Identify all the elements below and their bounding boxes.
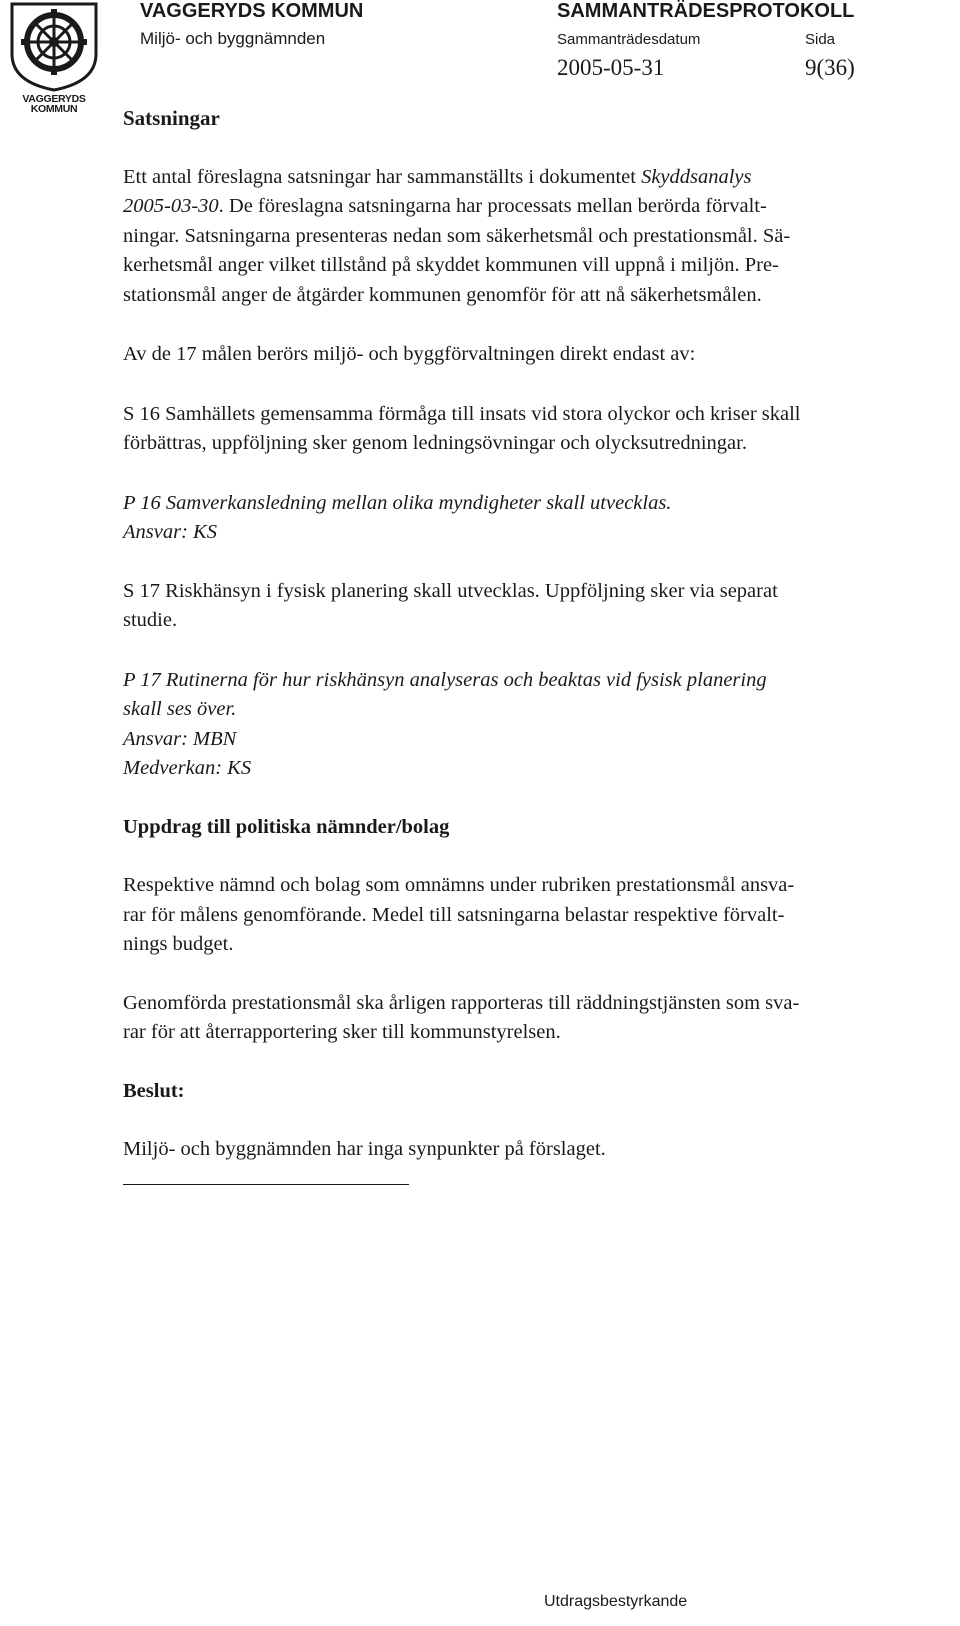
goal-p16 [123, 489, 960, 548]
scope-statement: Av de 17 målen berörs miljö- och byggförvaltningen direkt endast av: [123, 343, 696, 365]
goal-p17 [123, 666, 960, 784]
section-heading: Satsningar [123, 106, 220, 130]
document-body [123, 104, 960, 1165]
intro-line: stationsmål anger de åtgärder kommunen genomför för att nå säkerhetsmålen. [123, 283, 762, 306]
goal-s16 [123, 400, 960, 459]
goal-s16-line: S 16 Samhällets gemensamma förmåga till insats vid stora olyckor och kriser skall [123, 402, 801, 425]
goal-s16-line: förbättras, uppföljning sker genom ledningsövningar och olycksutredningar. [123, 432, 747, 454]
intro-line: kerhetsmål anger vilket tillstånd på skyddet kommunen vill uppnå i miljön. Pre- [123, 254, 779, 276]
intro-text-start: Ett antal föreslagna satsningar har sammanställts i dokumentet [123, 165, 642, 188]
goal-p16-text: P 16 Samverkansledning mellan olika myndigheter skall utvecklas. [123, 491, 672, 514]
goal-p17-responsible: Ansvar: MBN [123, 727, 237, 750]
logo-text-line-2: KOMMUN [30, 103, 78, 115]
page-number: 9(36) [805, 55, 855, 80]
intro-line: ningar. Satsningarna presenteras nedan som säkerhetsmål och prestationsmål. Sä- [123, 224, 791, 247]
assignment-line: nings budget. [123, 933, 234, 955]
intro-text-continued: . De föreslagna satsningarna har processats mellan berörda förvalt- [218, 195, 767, 217]
assignment-heading: Uppdrag till politiska nämnder/bolag [123, 815, 450, 838]
goal-p17-line: skall ses över. [123, 698, 237, 720]
assignment-line: rar för att återrapportering sker till kommunstyrelsen. [123, 1021, 561, 1043]
page-label: Sida [805, 31, 836, 48]
end-rule [123, 1184, 409, 1185]
goal-p16-responsible: Ansvar: KS [123, 521, 217, 543]
municipality-logo [6, 2, 102, 114]
goal-s17-line: S 17 Riskhänsyn i fysisk planering skall utvecklas. Uppföljning sker via separat [123, 579, 778, 602]
department-name: Miljö- och byggnämnden [140, 29, 326, 48]
logo-text-line-1: VAGGERYDS [22, 93, 86, 105]
decision-text: Miljö- och byggnämnden har inga synpunkter på förslaget. [123, 1138, 606, 1160]
goal-s17-line: studie. [123, 609, 178, 631]
organization-name: VAGGERYDS KOMMUN [140, 0, 364, 22]
goal-p17-cooperation: Medverkan: KS [123, 757, 252, 779]
assignment-line: rar för målens genomförande. Medel till satsningarna belastar respektive förvalt- [123, 903, 785, 926]
meeting-date-label: Sammanträdesdatum [557, 31, 701, 48]
decision-heading: Beslut: [123, 1079, 185, 1102]
meeting-date: 2005-05-31 [557, 55, 665, 80]
assignment-paragraph-2 [123, 989, 960, 1048]
coat-of-arms-icon [6, 2, 102, 92]
goal-s17 [123, 577, 960, 636]
intro-document-date: 2005-03-30 [123, 195, 219, 217]
certification-label: Utdragsbestyrkande [544, 1593, 688, 1610]
assignment-line: Respektive nämnd och bolag som omnämns under rubriken prestationsmål ansva- [123, 874, 795, 896]
assignment-line: Genomförda prestationsmål ska årligen rapporteras till räddningstjänsten som sva- [123, 991, 800, 1014]
document-type: SAMMANTRÄDESPROTOKOLL [557, 0, 855, 22]
assignment-paragraph-1 [123, 871, 960, 960]
goal-p17-line: P 17 Rutinerna för hur riskhänsyn analyseras och beaktas vid fysisk planering [123, 668, 767, 691]
intro-paragraph [123, 163, 960, 311]
intro-document-name: Skyddsanalys [641, 165, 752, 188]
